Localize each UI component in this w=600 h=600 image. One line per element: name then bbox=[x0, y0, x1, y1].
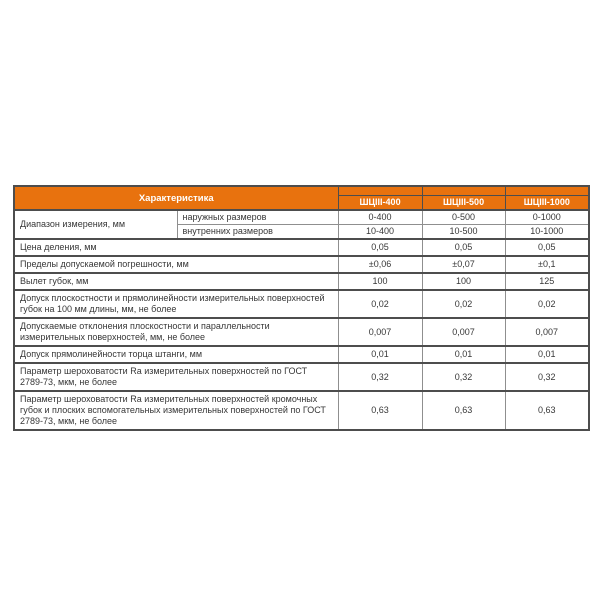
table-row bbox=[14, 239, 589, 256]
spec-value-cell: 0,05 bbox=[338, 239, 422, 256]
table-row bbox=[14, 363, 589, 391]
spec-value-cell: 0,01 bbox=[505, 346, 589, 363]
spec-value-cell: 0,32 bbox=[422, 363, 505, 391]
spec-value-cell: 125 bbox=[505, 273, 589, 290]
spec-label-cell: Параметр шероховатости Ra измерительных поверхностей кромочных губок и плоских вспомогательных измерительных поверхностей по ГОСТ 2789-73, мкм, не более bbox=[14, 391, 338, 430]
spec-label-cell: Диапазон измерения, мм bbox=[14, 210, 177, 239]
spec-value-cell: 0,02 bbox=[422, 290, 505, 318]
header-spacer-cell-3 bbox=[505, 186, 589, 196]
spec-value-cell: 100 bbox=[338, 273, 422, 290]
spec-value-cell: 0,05 bbox=[422, 239, 505, 256]
spec-table-header bbox=[14, 186, 589, 210]
header-model-1000: ШЦIII-1000 bbox=[505, 196, 589, 211]
spec-value-cell: 0,63 bbox=[422, 391, 505, 430]
spec-sublabel-cell: внутренних размеров bbox=[177, 225, 338, 240]
spec-label-cell: Пределы допускаемой погрешности, мм bbox=[14, 256, 338, 273]
spec-value-cell: 0,007 bbox=[422, 318, 505, 346]
spec-label-cell: Цена деления, мм bbox=[14, 239, 338, 256]
spec-label-cell: Параметр шероховатости Ra измерительных поверхностей по ГОСТ 2789-73, мкм, не более bbox=[14, 363, 338, 391]
spec-label-cell: Допускаемые отклонения плоскостности и параллельности измерительных поверхностей, мм, не более bbox=[14, 318, 338, 346]
spec-value-cell: 10-1000 bbox=[505, 225, 589, 240]
spec-table bbox=[13, 185, 590, 431]
spec-value-cell: 0,007 bbox=[338, 318, 422, 346]
spec-value-cell: 0,63 bbox=[338, 391, 422, 430]
spec-label-cell: Допуск прямолинейности торца штанги, мм bbox=[14, 346, 338, 363]
spec-value-cell: 10-500 bbox=[422, 225, 505, 240]
header-model-400: ШЦIII-400 bbox=[338, 196, 422, 211]
spec-value-cell: 0,02 bbox=[338, 290, 422, 318]
spec-value-cell: 0-1000 bbox=[505, 210, 589, 225]
spec-value-cell: 10-400 bbox=[338, 225, 422, 240]
table-row bbox=[14, 391, 589, 430]
spec-sublabel-cell: наружных размеров bbox=[177, 210, 338, 225]
spec-value-cell: 0,05 bbox=[505, 239, 589, 256]
spec-value-cell: 0,02 bbox=[505, 290, 589, 318]
table-row bbox=[14, 210, 589, 225]
table-row bbox=[14, 256, 589, 273]
spec-label-cell: Вылет губок, мм bbox=[14, 273, 338, 290]
header-spacer-cell-2 bbox=[422, 186, 505, 196]
spec-value-cell: 0,32 bbox=[505, 363, 589, 391]
spec-table-body bbox=[14, 210, 589, 430]
table-row bbox=[14, 346, 589, 363]
header-model-500: ШЦIII-500 bbox=[422, 196, 505, 211]
header-spacer-cell-1 bbox=[338, 186, 422, 196]
table-row bbox=[14, 318, 589, 346]
table-row bbox=[14, 273, 589, 290]
spec-value-cell: 0,63 bbox=[505, 391, 589, 430]
spec-value-cell: ±0,07 bbox=[422, 256, 505, 273]
spec-value-cell: 0,01 bbox=[338, 346, 422, 363]
table-row bbox=[14, 290, 589, 318]
spec-value-cell: 0-400 bbox=[338, 210, 422, 225]
spec-value-cell: 0,01 bbox=[422, 346, 505, 363]
spec-value-cell: 0-500 bbox=[422, 210, 505, 225]
spec-label-cell: Допуск плоскостности и прямолинейности измерительных поверхностей губок на 100 мм длины, мм, не более bbox=[14, 290, 338, 318]
spec-value-cell: 0,32 bbox=[338, 363, 422, 391]
spec-value-cell: 0,007 bbox=[505, 318, 589, 346]
spec-value-cell: ±0,1 bbox=[505, 256, 589, 273]
header-characteristic: Характеристика bbox=[14, 186, 338, 210]
spec-value-cell: ±0,06 bbox=[338, 256, 422, 273]
spec-value-cell: 100 bbox=[422, 273, 505, 290]
